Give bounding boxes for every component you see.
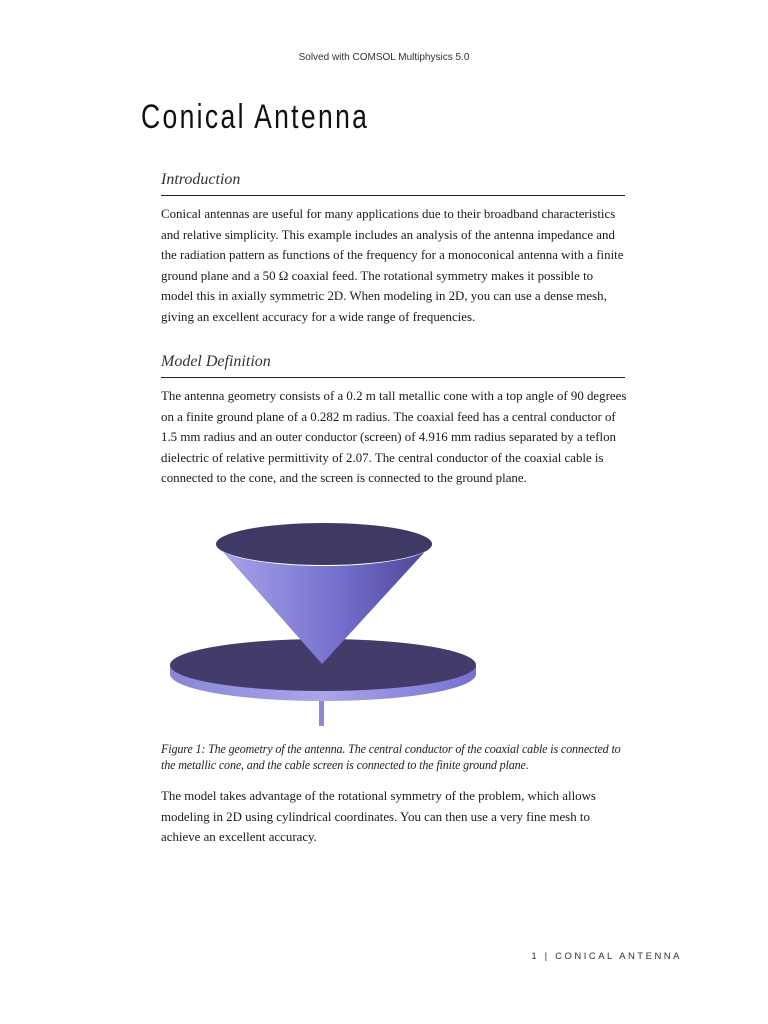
figure-caption: Figure 1: The geometry of the antenna. The central conductor of the coaxial cable is connected to the metallic cone, and the cable screen is connected to the finite ground plane. <box>161 742 621 772</box>
running-header: Solved with COMSOL Multiphysics 5.0 <box>298 52 470 63</box>
section-heading-model-definition: Model Definition <box>161 353 625 378</box>
footer-separator: | <box>544 951 548 962</box>
cone-top-face <box>216 523 432 565</box>
footer-running-title: CONICAL ANTENNA <box>555 951 682 962</box>
introduction-paragraph: Conical antennas are useful for many applications due to their broadband characteristics and relative simplicity. This example includes an analysis of the antenna impedance and the radiation pattern as functions of the frequency for a monoconical antenna with a finite ground plane and a 50 Ω coaxial feed. The rotational symmetry makes it possible to model this in axially symmetric 2D. When modeling in 2D, you can use a dense mesh, giving an excellent accuracy for a wide range of frequencies. <box>161 207 624 324</box>
section-heading-introduction: Introduction <box>161 171 625 196</box>
antenna-illustration <box>161 518 485 730</box>
page-title: Conical Antenna <box>141 98 370 136</box>
page-footer <box>531 951 682 962</box>
rotational-symmetry-paragraph: The model takes advantage of the rotational symmetry of the problem, which allows modeling in 2D using cylindrical coordinates. You can then use a very fine mesh to achieve an excellent accuracy. <box>161 789 596 844</box>
antenna-geometry-figure <box>161 518 485 730</box>
model-definition-paragraph: The antenna geometry consists of a 0.2 m tall metallic cone with a top angle of 90 degrees on a finite ground plane of a 0.282 m radius. The coaxial feed has a central conductor of 1.5 mm radius and an outer conductor (screen) of 4.916 mm radius separated by a teflon dielectric of relative permittivity of 2.07. The central conductor of the coaxial cable is connected to the cone, and the screen is connected to the ground plane. <box>161 389 627 485</box>
page-number: 1 <box>531 951 537 962</box>
